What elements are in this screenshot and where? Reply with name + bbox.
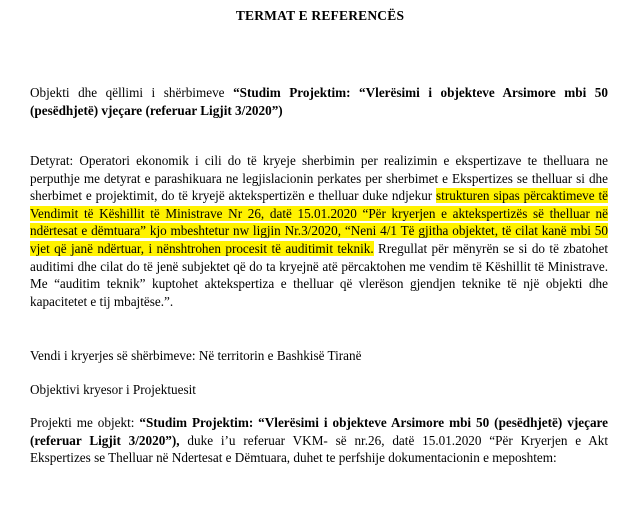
document-title: TERMAT E REFERENCËS: [235, 8, 405, 23]
objective-project-name: “Studim Projektim: “Vlerësimi i objekteve Arsimore mbi 50 (pesëdhjetë) vjeçare (referuar Ligjit 3/2020”): [30, 85, 608, 118]
duties-paragraph: [30, 152, 608, 310]
objective-paragraph: [30, 84, 608, 119]
duties-text-1: Detyrat: Operatori ekonomik i cili do të kryeje sherbimin per realizimin e ekspertizave te thelluara ne perputhje me detyrat e parashikuara ne legjislacionin perkates per sherbimet e Ekspertizes se thelluar si dhe sherbimet e projektimit, do të kryejë aktekspertizën e thelluar duke ndjekur: [30, 153, 608, 204]
project-suffix: duke i’u referuar VKM- së nr.26, datë 15.01.2020 “Për Kryerjen e Akt Ekspertizes se Thelluar në Ndertesat e Dëmtuara, duhet te perfshije dokumentacionin e meposhtem:: [30, 432, 608, 466]
project-prefix: Projekti me objekt:: [30, 415, 140, 430]
main-objective-heading: Objektivi kryesor i Projektuesit: [30, 382, 196, 397]
duties-highlighted-text: strukturen sipas përcaktimeve të Vendimit të Këshillit të Ministrave Nr 26, datë 15.01.2020 “Për kryerjen e aktekspertizës së thelluar në ndërtesat e dëmtuara” kjo mbeshtetur nw ligjin Nr.3/2020, “Neni 4/1 Të gjitha objektet, të cilat kanë mbi 50 vjet që janë ndërtuar, i nënshtrohen procesit të auditimit teknik.: [30, 188, 609, 256]
project-name: “Studim Projektim: “Vlerësimi i objekteve Arsimore mbi 50 (pesëdhjetë) vjeçare (referuar Ligjit 3/2020”),: [30, 415, 609, 448]
objective-prefix: Objekti dhe qëllimi i shërbimeve: [30, 85, 234, 100]
duties-text-2: Rregullat për mënyrën se si do të zbatohet auditimi dhe cilat do të jenë subjektet që do ta kryejnë atë përcaktohen me vendim të Këshillit të Ministrave. Me “auditim teknik” kuptohet aktekspertiza e thelluar që vlerëson gjendjen teknike të një objekti dhe kapacitetet e tij mbajtëse.”.: [30, 240, 608, 309]
service-location: Vendi i kryerjes së shërbimeve: Në territorin e Bashkisë Tiranë: [30, 348, 362, 363]
project-paragraph: [30, 414, 608, 467]
